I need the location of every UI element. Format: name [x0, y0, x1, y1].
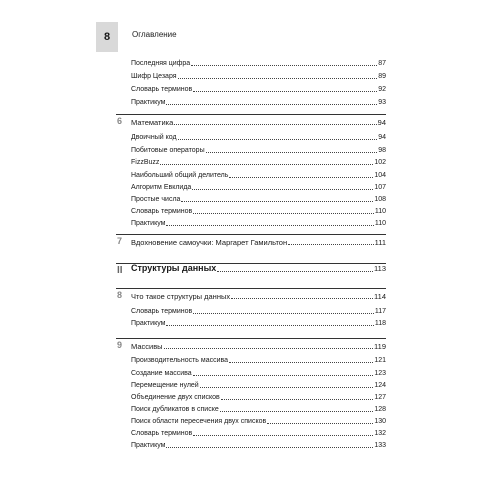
dot-leader — [164, 348, 373, 349]
chapter-number: 9 — [117, 340, 123, 350]
toc-entry-page: 124 — [374, 382, 386, 389]
dot-leader — [220, 411, 374, 412]
toc-chapter-entry[interactable] — [131, 238, 386, 247]
dot-leader — [267, 423, 373, 424]
toc-entry[interactable] — [131, 381, 386, 390]
toc-entry-label: Что такое структуры данных — [131, 292, 231, 301]
toc-entry-page: 118 — [374, 320, 386, 327]
toc-entry-label: Практикум — [131, 99, 166, 106]
dot-leader — [181, 201, 373, 202]
toc-entry-page: 111 — [374, 238, 386, 247]
toc-entry[interactable] — [131, 393, 386, 402]
dot-leader — [231, 298, 373, 299]
page-number: 8 — [96, 22, 118, 52]
dot-leader — [178, 78, 378, 79]
dot-leader — [288, 244, 373, 245]
toc-entry-label: Создание массива — [131, 370, 192, 377]
dot-leader — [192, 189, 373, 190]
toc-entry[interactable] — [131, 133, 386, 142]
dot-leader — [166, 225, 373, 226]
toc-entry[interactable] — [131, 307, 386, 316]
toc-entry-page: 110 — [374, 220, 386, 227]
dot-leader — [217, 271, 373, 272]
toc-entry-page: 113 — [374, 264, 386, 273]
chapter-number: 7 — [117, 236, 123, 246]
toc-entry-label: Двоичный код — [131, 134, 177, 141]
dot-leader — [200, 387, 374, 388]
dot-leader — [166, 325, 373, 326]
toc-entry-page: 92 — [378, 86, 386, 93]
toc-entry[interactable] — [131, 171, 386, 180]
toc-entry[interactable] — [131, 207, 386, 216]
toc-entry[interactable] — [131, 417, 386, 426]
dot-leader — [193, 375, 374, 376]
toc-entry[interactable] — [131, 356, 386, 365]
toc-entry-page: 108 — [374, 196, 386, 203]
dot-leader — [174, 124, 376, 125]
toc-chapter-entry[interactable] — [131, 292, 386, 301]
toc-entry[interactable] — [131, 429, 386, 438]
dot-leader — [229, 177, 373, 178]
toc-entry[interactable] — [131, 369, 386, 378]
toc-entry-label: Словарь терминов — [131, 86, 193, 93]
dot-leader — [166, 447, 373, 448]
toc-entry-label: FizzBuzz — [131, 159, 160, 166]
dot-leader — [193, 213, 374, 214]
chapter-number: 8 — [117, 290, 123, 300]
toc-entry[interactable] — [131, 85, 386, 94]
toc-entry-label: Алгоритм Евклида — [131, 184, 192, 191]
chapter-number: II — [117, 265, 123, 276]
dot-leader — [206, 152, 378, 153]
toc-entry-label: Словарь терминов — [131, 308, 193, 315]
toc-entry-page: 119 — [374, 342, 386, 351]
toc-entry-page: 94 — [377, 118, 386, 127]
dot-leader — [221, 399, 374, 400]
chapter-divider — [116, 288, 386, 289]
chapter-divider — [116, 234, 386, 235]
toc-entry-label: Практикум — [131, 442, 166, 449]
toc-entry-label: Наибольший общий делитель — [131, 172, 229, 179]
toc-entry-label: Словарь терминов — [131, 208, 193, 215]
toc-entry-label: Объединение двух списков — [131, 394, 220, 401]
toc-entry-label: Математика — [131, 118, 174, 127]
dot-leader — [229, 362, 373, 363]
toc-entry-page: 133 — [374, 442, 386, 449]
toc-entry-label: Перемещение нулей — [131, 382, 199, 389]
chapter-number: 6 — [117, 116, 123, 126]
toc-entry[interactable] — [131, 158, 386, 167]
toc-entry-label: Производительность массива — [131, 357, 229, 364]
toc-entry-label: Практикум — [131, 220, 166, 227]
toc-entry[interactable] — [131, 183, 386, 192]
toc-entry-page: 130 — [374, 418, 386, 425]
toc-entry-label: Массивы — [131, 342, 163, 351]
toc-entry[interactable] — [131, 72, 386, 81]
toc-entry-page: 121 — [374, 357, 386, 364]
toc-entry[interactable] — [131, 98, 386, 107]
dot-leader — [166, 104, 377, 105]
chapter-divider — [116, 338, 386, 339]
toc-entry-label: Побитовые операторы — [131, 147, 205, 154]
chapter-divider — [116, 114, 386, 115]
dot-leader — [193, 91, 377, 92]
toc-entry-page: 94 — [378, 134, 386, 141]
toc-entry-page: 123 — [374, 370, 386, 377]
toc-entry[interactable] — [131, 59, 386, 68]
toc-entry[interactable] — [131, 146, 386, 155]
toc-entry-label: Словарь терминов — [131, 430, 193, 437]
toc-entry-page: 114 — [374, 292, 386, 301]
dot-leader — [160, 164, 373, 165]
toc-entry-label: Шифр Цезаря — [131, 73, 177, 80]
toc-entry-page: 102 — [374, 159, 386, 166]
toc-entry-page: 104 — [374, 172, 386, 179]
toc-chapter-entry[interactable] — [131, 118, 386, 127]
toc-entry[interactable] — [131, 405, 386, 414]
toc-entry-label: Вдохновение самоучки: Маргарет Гамильтон — [131, 238, 288, 247]
dot-leader — [193, 313, 374, 314]
toc-entry[interactable] — [131, 319, 386, 328]
toc-entry-label: Простые числа — [131, 196, 181, 203]
page-title: Оглавление — [132, 30, 177, 39]
dot-leader — [191, 65, 377, 66]
toc-entry-page: 127 — [374, 394, 386, 401]
toc-entry-page: 117 — [374, 308, 386, 315]
toc-entry-page: 132 — [374, 430, 386, 437]
toc-entry[interactable] — [131, 219, 386, 228]
toc-entry-page: 93 — [378, 99, 386, 106]
toc-chapter-entry[interactable] — [131, 263, 386, 274]
toc-entry-label: Поиск области пересечения двух списков — [131, 418, 267, 425]
toc-entry[interactable] — [131, 441, 386, 450]
toc-entry-label: Практикум — [131, 320, 166, 327]
toc-chapter-entry[interactable] — [131, 342, 386, 351]
toc-entry[interactable] — [131, 195, 386, 204]
dot-leader — [193, 435, 373, 436]
toc-entry-label: Последняя цифра — [131, 60, 191, 67]
toc-entry-page: 89 — [378, 73, 386, 80]
toc-entry-page: 107 — [374, 184, 386, 191]
toc-entry-label: Структуры данных — [131, 263, 217, 273]
toc-entry-page: 128 — [374, 406, 386, 413]
toc-entry-page: 98 — [378, 147, 386, 154]
toc-entry-page: 110 — [374, 208, 386, 215]
dot-leader — [178, 139, 378, 140]
toc-entry-page: 87 — [378, 60, 386, 67]
toc-entry-label: Поиск дубликатов в списке — [131, 406, 219, 413]
